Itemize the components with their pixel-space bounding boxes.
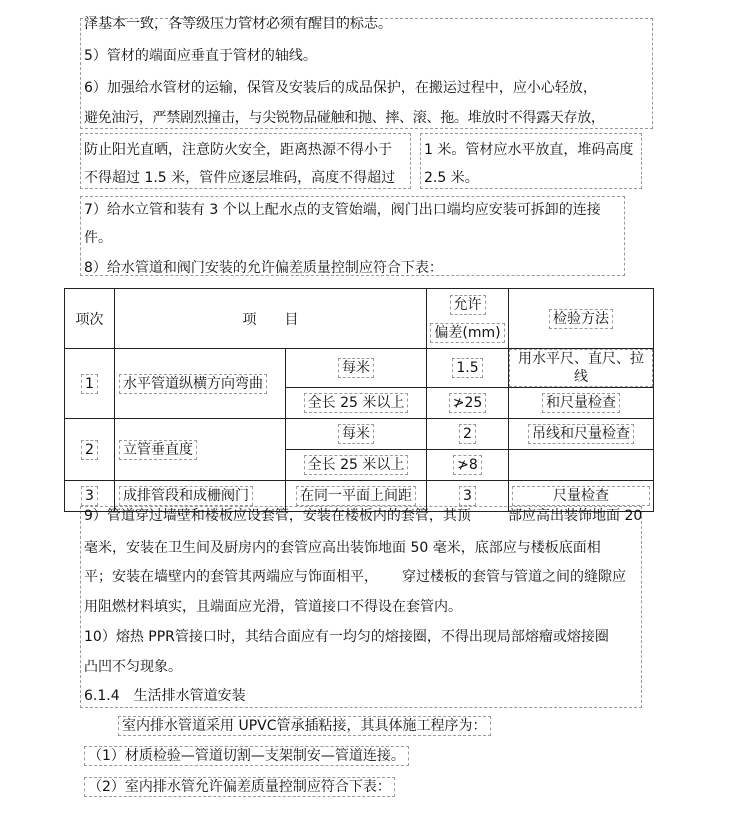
- paragraph-line: 不得超过 1.5 米，管件应逐层堆码，高度不得超过: [84, 170, 396, 186]
- paragraph-line: 件。: [84, 230, 112, 246]
- row-sub: 全长 25 米以上: [286, 450, 427, 481]
- paragraph-line: 7）给水立管和装有 3 个以上配水点的支管始端，阀门出口端均应安装可拆卸的连接: [84, 202, 601, 218]
- paragraph-line: 10）熔热 PPR管接口时，其结合面应有一均匀的熔接圈，不得出现局部熔瘤或熔接圈: [84, 629, 609, 645]
- header-no: 项次: [65, 289, 115, 349]
- paragraph-line: （2）室内排水管允许偏差质量控制应符合下表：: [84, 777, 395, 797]
- paragraph-line: 毫米，安装在卫生间及厨房内的套管应高出装饰地面 50 毫米，底部应与楼板底面相: [84, 540, 601, 556]
- row-no: 1: [65, 349, 115, 419]
- row-no: 3: [65, 481, 115, 512]
- row-item: 成排管段和成栅阀门: [115, 481, 286, 512]
- row-value: 1.5: [427, 349, 509, 388]
- row-no: 2: [65, 419, 115, 481]
- paragraph-line: 5）管材的端面应垂直于管材的轴线。: [84, 48, 317, 64]
- paragraph-line: 平；安装在墙壁内的套管其两端应与饰面相平，: [84, 569, 378, 585]
- header-tolerance: 允许 偏差(mm): [427, 289, 509, 349]
- paragraph-line: （1）材质检验—管道切割—支架制安—管道连接。: [84, 746, 409, 766]
- row-sub: 每米: [286, 349, 427, 388]
- row-value: 2: [427, 419, 509, 450]
- row-method: [509, 450, 654, 481]
- row-item: 水平管道纵横方向弯曲: [115, 349, 286, 419]
- paragraph-line: 8）给水管道和阀门安装的允许偏差质量控制应符合下表：: [84, 260, 443, 276]
- paragraph-line: 部应高出装饰地面 20: [508, 508, 643, 524]
- paragraph-line: 9）管道穿过墙壁和楼板应设套管，安装在楼板内的套管，其顶: [84, 508, 471, 524]
- row-sub: 每米: [286, 419, 427, 450]
- row-method: 和尺量检查: [509, 388, 654, 419]
- paragraph-line: 避免油污，严禁剧烈撞击，与尖锐物品碰触和抛、摔、滚、拖。堆放时不得露天存放，: [84, 110, 605, 126]
- paragraph-line: 2.5 米。: [424, 170, 479, 186]
- row-value: ≯25: [427, 388, 509, 419]
- paragraph-line: 穿过楼板的套管与管道之间的缝隙应: [402, 569, 626, 585]
- row-method: 尺量检查: [509, 481, 654, 512]
- paragraph-line: 用阻燃材料填实，且端面应光滑，管道接口不得设在套管内。: [84, 599, 462, 615]
- paragraph-line: 泽基本一致，各等级压力管材必须有醒目的标志。: [84, 16, 392, 32]
- row-method: 吊线和尺量检查: [509, 419, 654, 450]
- paragraph-line: 防止阳光直晒，注意防火安全，距离热源不得小于: [84, 142, 392, 158]
- row-value: 3: [427, 481, 509, 512]
- paragraph-line: 凸凹不匀现象。: [84, 659, 182, 675]
- row-method: 用水平尺、直尺、拉线: [509, 349, 654, 388]
- header-item: 项 目: [115, 289, 427, 349]
- paragraph-line: 6）加强给水管材的运输，保管及安装后的成品保护，在搬运过程中，应小心轻放，: [84, 80, 597, 96]
- section-heading: 6.1.4 生活排水管道安装: [84, 688, 246, 704]
- row-sub: 在同一平面上间距: [286, 481, 427, 512]
- row-value: ≯8: [427, 450, 509, 481]
- paragraph-line: 室内排水管道采用 UPVC管承插粘接，其具体施工程序为：: [118, 716, 491, 736]
- tolerance-table: [64, 288, 654, 512]
- row-sub: 全长 25 米以上: [286, 388, 427, 419]
- row-item: 立管垂直度: [115, 419, 286, 481]
- paragraph-line: 1 米。管材应水平放直，堆码高度: [424, 142, 634, 158]
- header-method: 检验方法: [509, 289, 654, 349]
